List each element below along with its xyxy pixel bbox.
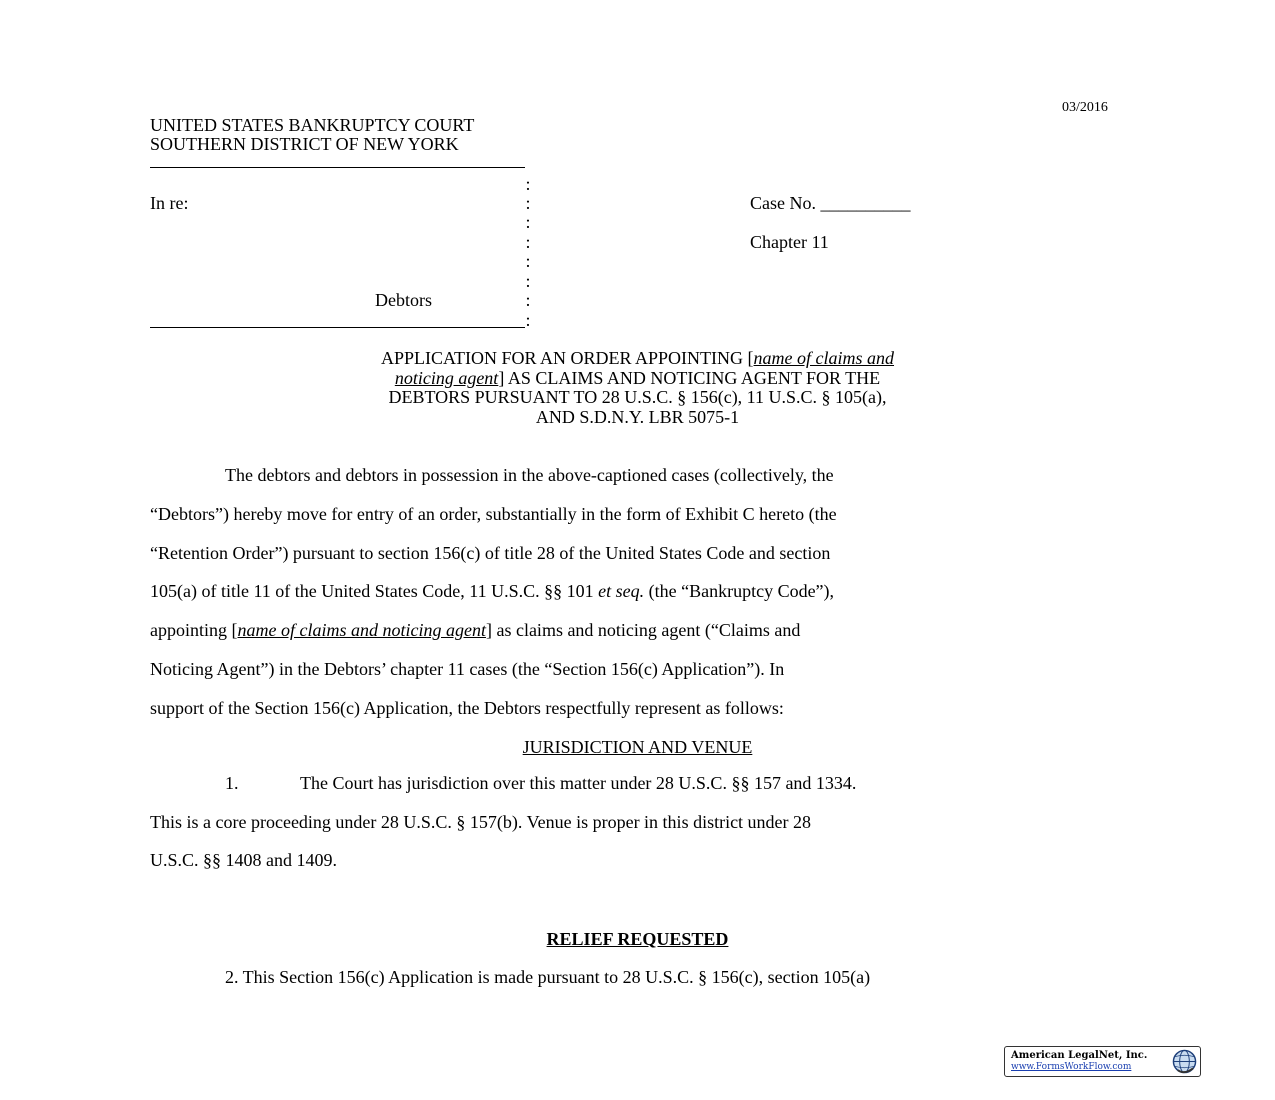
caption-top-rule xyxy=(150,167,525,168)
intro-line: support of the Section 156(c) Application, the Debtors respectfully represent as follows: xyxy=(150,698,784,718)
intro-placeholder: name of claims and noticing agent xyxy=(237,620,486,640)
caption-colon: : xyxy=(525,251,531,271)
intro-line: “Debtors”) hereby move for entry of an order, substantially in the form of Exhibit C hereto (the xyxy=(150,504,837,524)
caption-bottom-rule xyxy=(150,327,525,328)
title-placeholder: noticing agent xyxy=(394,368,499,388)
paragraph-number: 1. xyxy=(225,773,239,793)
intro-line: “Retention Order”) pursuant to section 156(c) of title 28 of the United States Code and section xyxy=(150,543,831,563)
relief-line: 2. This Section 156(c) Application is made pursuant to 28 U.S.C. § 156(c), section 105(a) xyxy=(225,967,871,987)
application-title: DEBTORS PURSUANT TO 28 U.S.C. § 156(c), 11 U.S.C. § 105(a), xyxy=(388,387,887,407)
application-title xyxy=(150,348,1125,368)
intro-text: appointing [ xyxy=(150,620,238,640)
title-placeholder: name of claims and xyxy=(753,348,895,368)
in-re-label: In re: xyxy=(150,193,189,213)
relief-heading: RELIEF REQUESTED xyxy=(546,929,729,949)
title-text: APPLICATION FOR AN ORDER APPOINTING [ xyxy=(380,348,754,368)
court-name: UNITED STATES BANKRUPTCY COURT xyxy=(150,115,475,135)
title-text: ] AS CLAIMS AND NOTICING AGENT FOR THE xyxy=(498,368,881,388)
caption-colon: : xyxy=(525,174,531,194)
application-title xyxy=(150,368,1125,388)
footer-url[interactable]: www.FormsWorkFlow.com xyxy=(1011,1062,1132,1072)
case-number: Case No. __________ xyxy=(750,193,911,213)
debtors-label: Debtors xyxy=(375,290,432,310)
intro-text: (the “Bankruptcy Code”), xyxy=(644,581,835,601)
application-title: AND S.D.N.Y. LBR 5075-1 xyxy=(535,407,740,427)
intro-text: ] as claims and noticing agent (“Claims and xyxy=(485,620,801,640)
caption-colon: : xyxy=(525,310,531,330)
jurisdiction-line: The Court has jurisdiction over this matter under 28 U.S.C. §§ 157 and 1334. xyxy=(300,773,857,793)
intro-line: Noticing Agent”) in the Debtors’ chapter 11 cases (the “Section 156(c) Application”). In xyxy=(150,659,785,679)
intro-line xyxy=(150,581,1125,601)
court-district: SOUTHERN DISTRICT OF NEW YORK xyxy=(150,134,459,154)
jurisdiction-line: U.S.C. §§ 1408 and 1409. xyxy=(150,850,338,870)
chapter-label: Chapter 11 xyxy=(750,232,829,252)
caption-colon: : xyxy=(525,232,531,252)
caption-colon: : xyxy=(525,290,531,310)
intro-line: The debtors and debtors in possession in the above-captioned cases (collectively, the xyxy=(225,465,834,485)
footer-badge xyxy=(1004,1046,1201,1077)
jurisdiction-heading: JURISDICTION AND VENUE xyxy=(522,737,753,757)
globe-logo-icon xyxy=(1172,1049,1197,1074)
caption-colon: : xyxy=(525,271,531,291)
intro-text: 105(a) of title 11 of the United States Code, 11 U.S.C. §§ 101 xyxy=(150,581,599,601)
footer-company: American LegalNet, Inc. xyxy=(1011,1050,1148,1061)
jurisdiction-line: This is a core proceeding under 28 U.S.C. § 157(b). Venue is proper in this district under 28 xyxy=(150,812,812,832)
caption-colon: : xyxy=(525,212,531,232)
intro-line xyxy=(150,620,1125,640)
intro-italic: et seq. xyxy=(598,581,645,601)
caption-colon: : xyxy=(525,193,531,213)
form-date: 03/2016 xyxy=(1062,100,1108,115)
